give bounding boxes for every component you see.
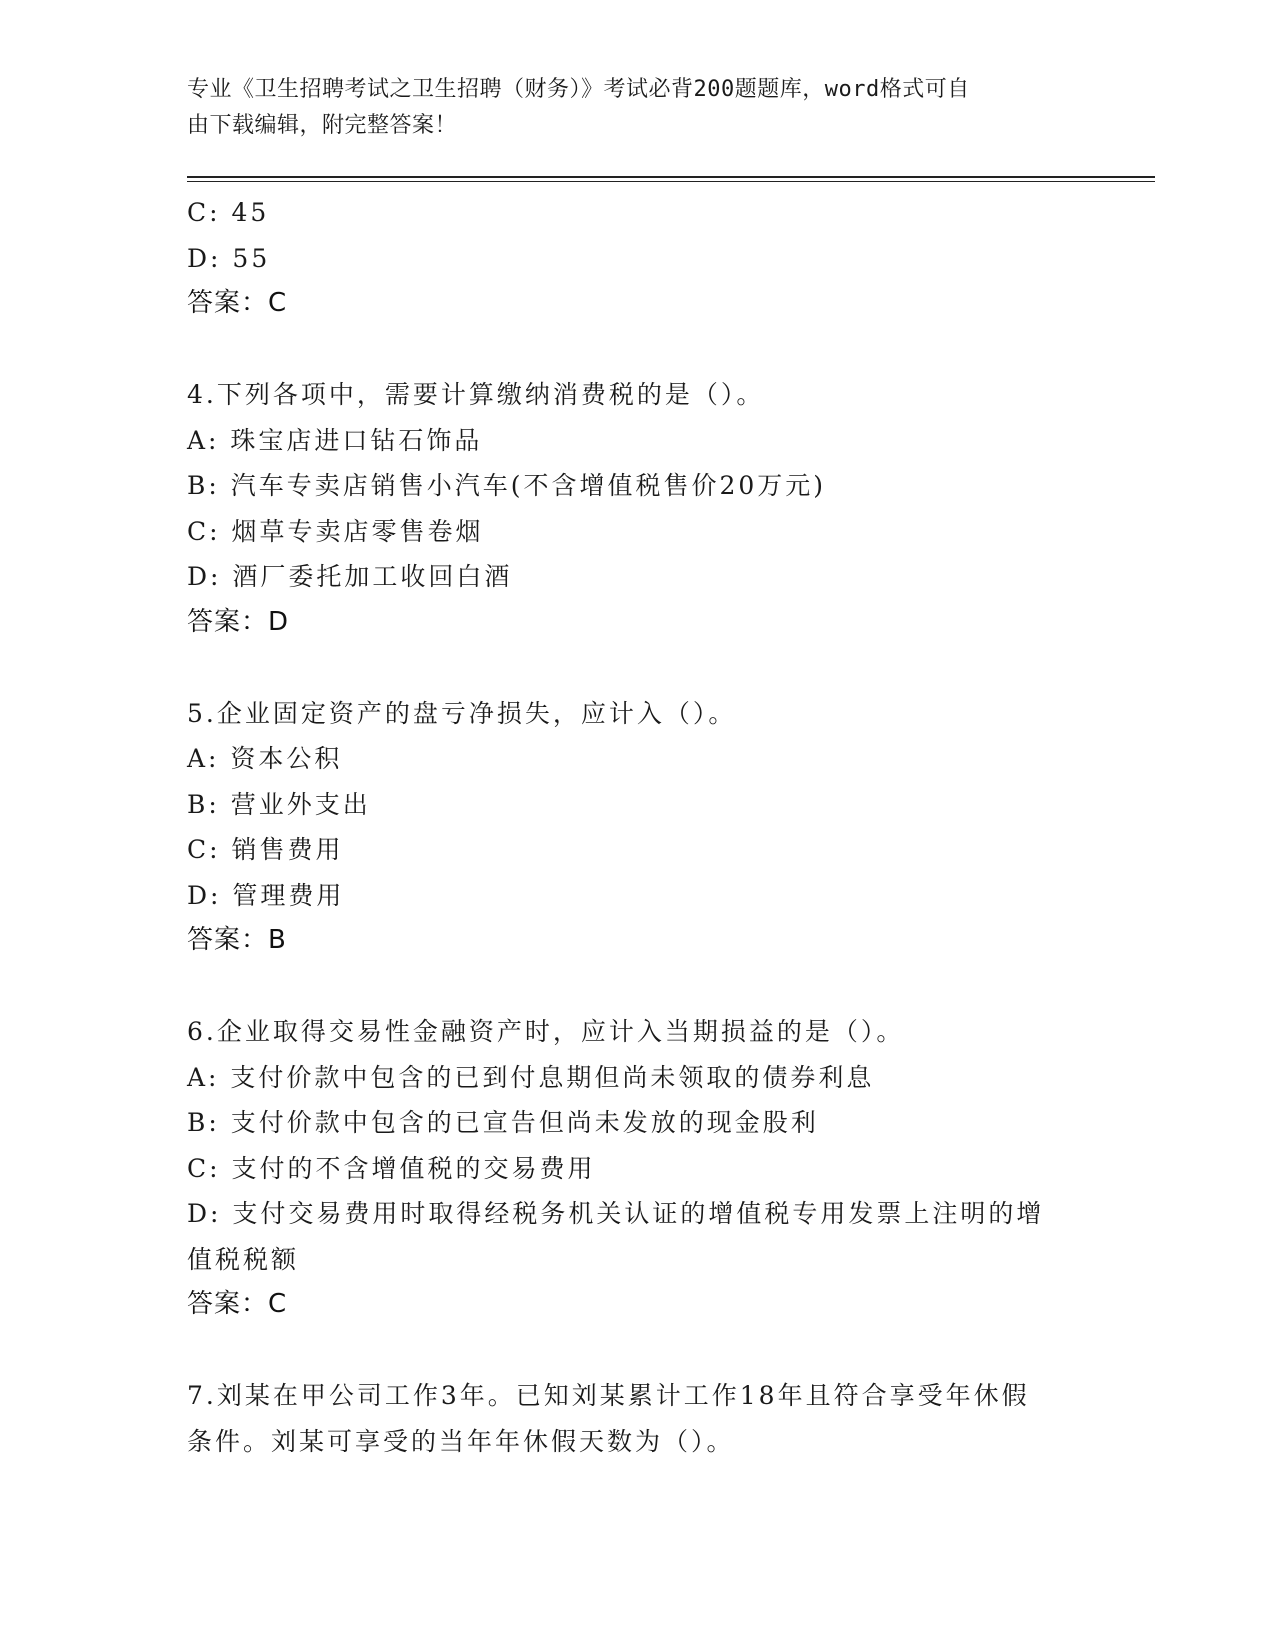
option-d-continued: 值税税额 [187,1244,300,1274]
spacer [187,964,1087,1010]
option-b: B: 营业外支出 [187,789,371,819]
option-c: C: 烟草专卖店零售卷烟 [187,516,484,546]
question-4 [187,372,1087,645]
header-divider [187,176,1155,182]
option-c: C: 销售费用 [187,835,344,864]
question-stem: 4.下列各项中，需要计算缴纳消费税的是（）。 [187,380,765,409]
spacer [187,645,1087,691]
answer-line: 答案：D [187,606,290,637]
question-stem: 5.企业固定资产的盘亏净损失，应计入（）。 [187,698,737,728]
question-7 [187,1373,1087,1464]
answer-line: 答案：B [187,925,287,955]
option-c: C: 支付的不含增值税的交易费用 [187,1153,596,1183]
option-b: B: 汽车专卖店销售小汽车(不含增值税售价20万元) [187,471,827,500]
question-partial [187,190,1087,327]
option-a: A: 珠宝店进口钻石饰品 [187,425,483,455]
option-d: D: 酒厂委托加工收回白酒 [187,562,513,591]
spacer [187,1328,1087,1374]
question-6 [187,1009,1087,1328]
option-a: A: 资本公积 [187,744,343,773]
answer-line: 答案：C [187,288,288,318]
option-a: A: 支付价款中包含的已到付息期但尚未领取的债券利息 [187,1062,875,1092]
option-d: D: 55 [187,243,271,273]
header-line-2: 由下载编辑，附完整答案！ [187,113,458,138]
document-header [187,72,1067,144]
spacer [187,327,1087,373]
option-d: D: 管理费用 [187,880,345,910]
option-b: B: 支付价款中包含的已宣告但尚未发放的现金股利 [187,1108,819,1137]
header-line-1: 专业《卫生招聘考试之卫生招聘（财务）》考试必背200题题库，word格式可自 [187,77,970,102]
question-list [187,190,1087,1464]
question-5 [187,691,1087,964]
question-stem-continued: 条件。刘某可享受的当年年休假天数为（）。 [187,1426,735,1456]
answer-line: 答案：C [187,1289,288,1319]
option-c: C: 45 [187,198,270,227]
option-d: D: 支付交易费用时取得经税务机关认证的增值税专用发票上注明的增 [187,1199,1045,1228]
question-stem: 7.刘某在甲公司工作3年。已知刘某累计工作18年且符合享受年休假 [187,1381,1030,1410]
question-stem: 6.企业取得交易性金融资产时，应计入当期损益的是（）。 [187,1017,905,1046]
